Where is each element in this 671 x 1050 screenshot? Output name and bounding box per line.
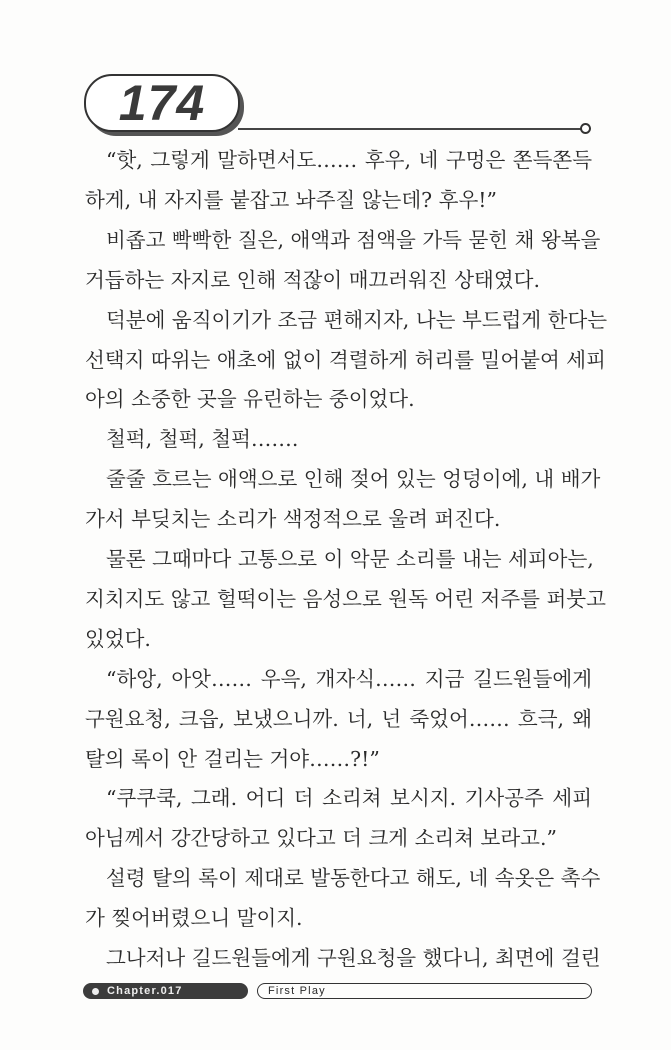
text-line: “핫, 그렇게 말하면서도…… 후우, 네 구멍은 쫀득쫀득	[106, 148, 592, 172]
text-line: 선택지 따위는 애초에 없이 격렬하게 허리를 밀어붙여 세피	[85, 347, 606, 372]
text-line: 있었다.	[85, 626, 151, 651]
chapter-label	[83, 983, 248, 999]
text-line: 아의 소중한 곳을 유린하는 중이었다.	[85, 387, 415, 412]
text-line: 줄줄 흐르는 애액으로 인해 젖어 있는 엉덩이에, 내 배가	[106, 467, 601, 492]
text-line: 물론 그때마다 고통으로 이 악문 소리를 내는 세피아는,	[106, 547, 594, 571]
text-line: 하게, 내 자지를 붙잡고 놔주질 않는데? 후우!”	[85, 187, 497, 212]
chapter-title-box	[257, 983, 592, 999]
text-line: 가서 부딪치는 소리가 색정적으로 울려 퍼진다.	[85, 507, 501, 532]
page-number: 174	[118, 75, 206, 131]
text-line: 그나저나 길드원들에게 구원요청을 했다니, 최면에 걸린	[106, 946, 601, 970]
text-line: 지치지도 않고 헐떡이는 음성으로 원독 어린 저주를 퍼붓고	[85, 586, 606, 611]
bullet-dot-icon	[92, 988, 99, 995]
text-line: 비좁고 빡빡한 질은, 애액과 점액을 가득 묻힌 채 왕복을	[106, 227, 601, 252]
text-line: 가 찢어버렸으니 말이지.	[85, 906, 303, 931]
text-line: 철퍽, 철퍽, 철퍽…….	[106, 427, 299, 452]
header-rule-end-circle-icon	[580, 123, 591, 134]
text-line: 구원요청, 크읍, 보냈으니까. 너, 넌 죽었어…… 흐극, 왜	[85, 706, 592, 731]
text-line: “하앙, 아앗…… 우윽, 개자식…… 지금 길드원들에게	[106, 666, 592, 691]
text-line: “쿠쿠쿡, 그래. 어디 더 소리쳐 보시지. 기사공주 세피	[106, 786, 592, 811]
text-line: 거듭하는 자지로 인해 적잖이 매끄러워진 상태였다.	[85, 267, 540, 292]
text-line: 탈의 록이 안 걸리는 거야……?!”	[85, 746, 380, 771]
chapter-number: Chapter.017	[107, 985, 183, 997]
text-line: 덕분에 움직이기가 조금 편해지자, 나는 부드럽게 한다는	[106, 307, 608, 332]
chapter-title: First Play	[268, 985, 326, 997]
text-line: 아님께서 강간당하고 있다고 더 크게 소리쳐 보라고.”	[85, 826, 557, 851]
text-line: 설령 탈의 록이 제대로 발동한다고 해도, 네 속옷은 촉수	[106, 866, 601, 891]
header-rule	[238, 128, 582, 130]
page-number-badge	[84, 74, 240, 132]
